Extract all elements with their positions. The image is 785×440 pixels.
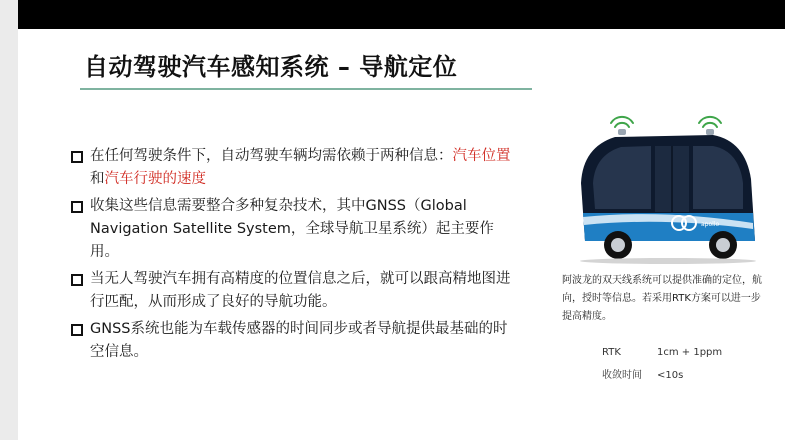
antenna-right [706,129,714,135]
bullet-item [70,318,520,364]
apollo-badge: apollo [701,221,720,228]
title-underline [80,88,532,90]
spec-value: <10s [657,370,684,381]
square-bullet-icon [71,201,83,213]
bullet-list [70,145,520,368]
window-top-bar [18,0,785,29]
slide-title: 自动驾驶汽车感知系统 – 导航定位 [84,53,458,81]
spec-label: 收敛时间 [602,370,642,381]
bullet-text: 收集这些信息需要整合多种复杂技术，其中GNSS（Global Navigation Satellite System，全球导航卫星系统）起主要作用。 [90,198,494,260]
highlight-text: 汽车位置 [452,148,511,164]
bullet-item [70,268,520,314]
antenna-left [618,129,626,135]
spec-label: RTK [602,347,621,358]
bullet-item [70,145,520,191]
spec-row-convergence [602,366,772,381]
bullet-text: 在任何驾驶条件下，自动驾驶车辆均需依赖于两种信息： [90,148,453,164]
square-bullet-icon [71,151,83,163]
bullet-text: 当无人驾驶汽车拥有高精度的位置信息之后，就可以跟高精地图进行匹配，从而形成了良好的导航功能。 [90,271,511,310]
square-bullet-icon [71,274,83,286]
bullet-text: 和 [90,171,105,187]
square-bullet-icon [71,324,83,336]
bullet-text: GNSS系统也能为车载传感器的时间同步或者导航提供最基础的时空信息。 [90,321,508,360]
autonomous-bus-image [563,113,763,265]
spec-value: 1cm + 1ppm [657,347,723,358]
bullet-item [70,195,520,264]
highlight-text: 汽车行驶的速度 [104,171,206,187]
image-caption: 阿波龙的双天线系统可以提供准确的定位，航向，授时等信息。若采用RTK方案可以进一步提高精度。 [562,275,762,322]
antenna-signal-icon [611,117,721,127]
slide [18,29,785,440]
spec-row-rtk [602,347,772,358]
